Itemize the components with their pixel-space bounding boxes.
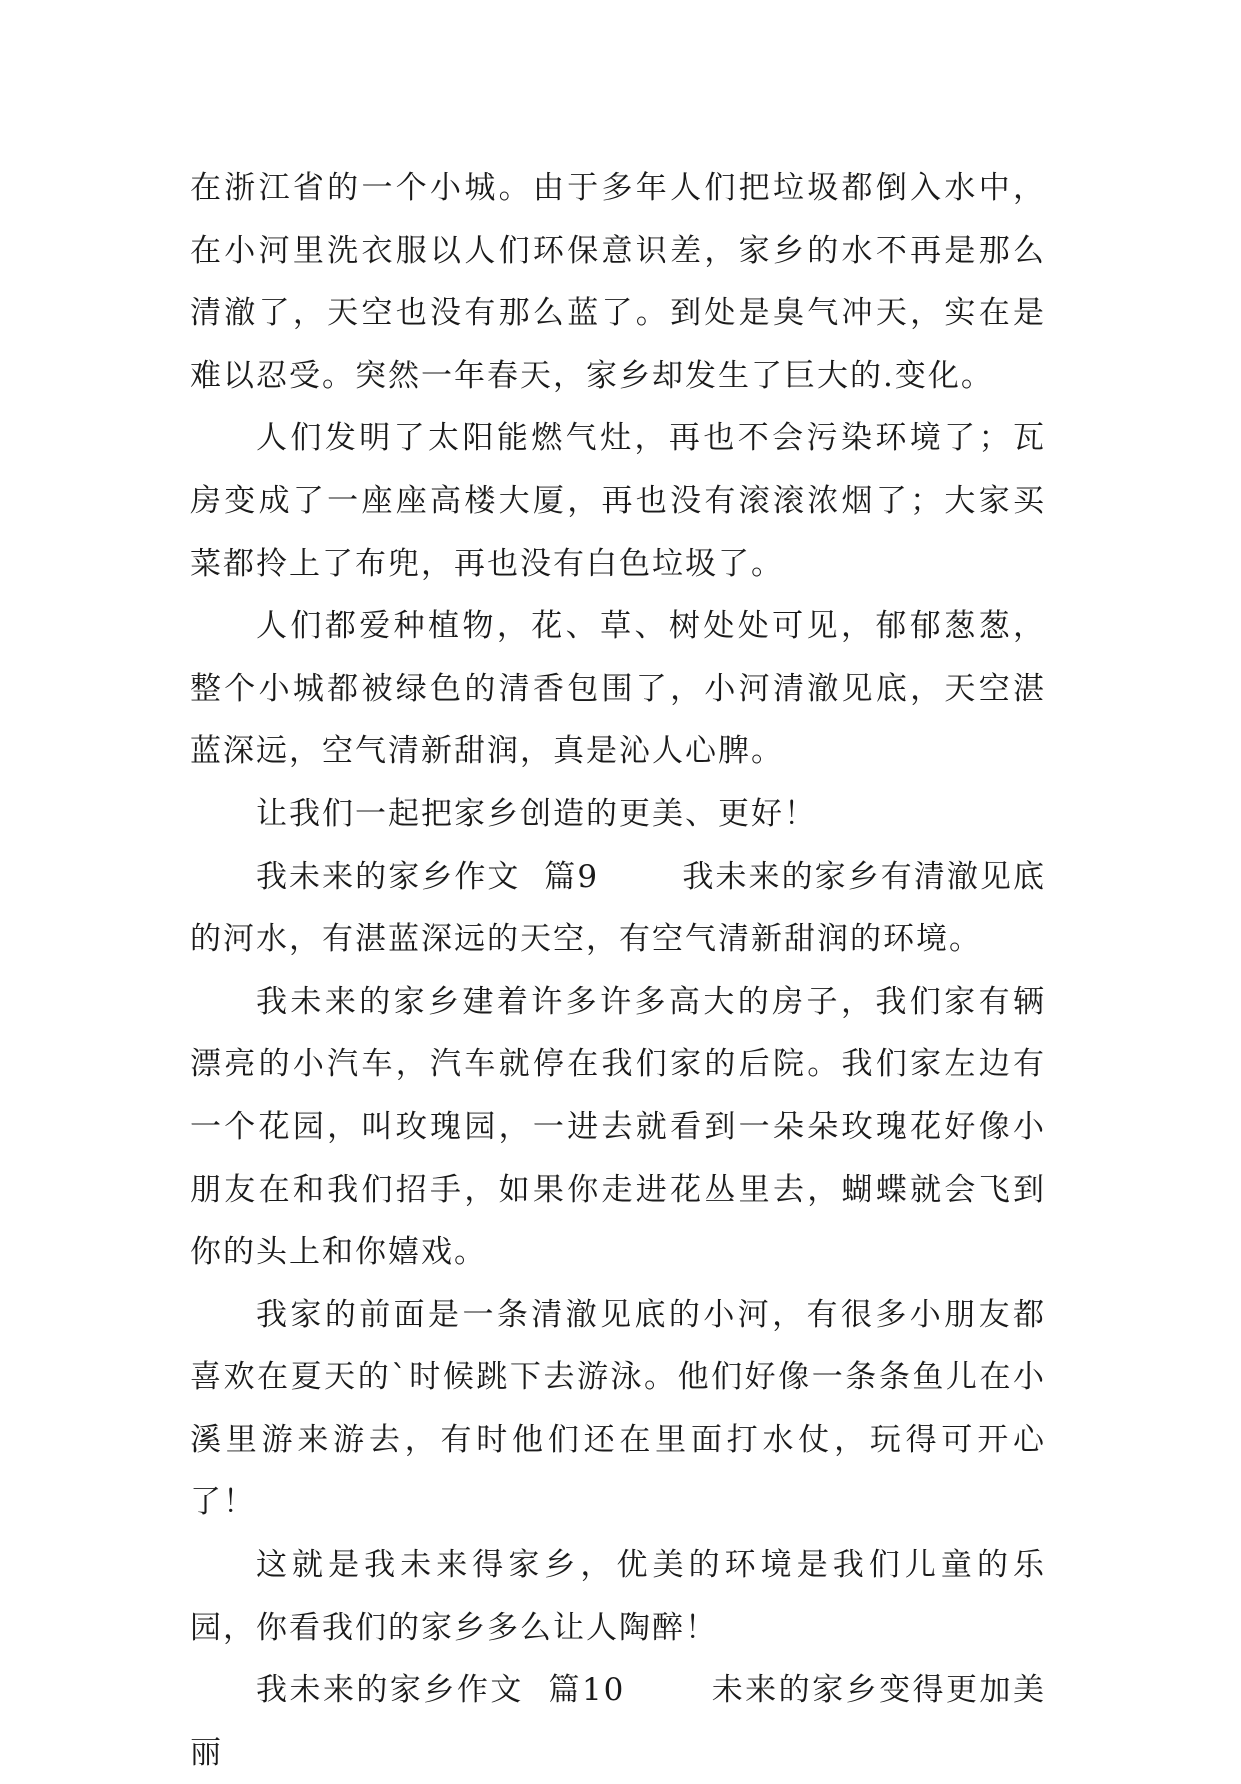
- paragraph-2: 人们发明了太阳能燃气灶，再也不会污染环境了；瓦房变成了一座座高楼大厦，再也没有滚滚浓烟了；大家买菜都拎上了布兜，再也没有白色垃圾了。: [190, 420, 1046, 582]
- document-body: [190, 157, 1046, 1784]
- essay-10-heading-paragraph: 我未来的家乡作文 篇10 未来的家乡变得更加美丽: [190, 1672, 1046, 1771]
- paragraph-6: 我未来的家乡建着许多许多高大的房子，我们家有辆漂亮的小汽车，汽车就停在我们家的后院。我们家左边有一个花园，叫玫瑰园，一进去就看到一朵朵玫瑰花好像小朋友在和我们招手，如果你走进花丛里去，蝴蝶就会飞到你的头上和你嬉戏。: [190, 983, 1046, 1271]
- paragraph-7: 我家的前面是一条清澈见底的小河，有很多小朋友都喜欢在夏天的`时候跳下去游泳。他们好像一条条鱼儿在小溪里游来游去，有时他们还在里面打水仗，玩得可开心了！: [190, 1296, 1046, 1521]
- paragraph-1: 在浙江省的一个小城。由于多年人们把垃圾都倒入水中，在小河里洗衣服以人们环保意识差，家乡的水不再是那么清澈了，天空也没有那么蓝了。到处是臭气冲天，实在是难以忍受。突然一年春天，家乡却发生了巨大的.变化。: [190, 170, 1046, 394]
- paragraph-3: 人们都爱种植物，花、草、树处处可见，郁郁葱葱，整个小城都被绿色的清香包围了，小河清澈见底，天空湛蓝深远，空气清新甜润，真是沁人心脾。: [190, 608, 1046, 770]
- essay-9-heading-paragraph: 我未来的家乡作文 篇9 我未来的家乡有清澈见底的河水，有湛蓝深远的天空，有空气清新甜润的环境。: [190, 858, 1046, 958]
- paragraph-8: 这就是我未来得家乡，优美的环境是我们儿童的乐园，你看我们的家乡多么让人陶醉！: [190, 1547, 1046, 1646]
- paragraph-4: 让我们一起把家乡创造的更美、更好！: [256, 795, 817, 832]
